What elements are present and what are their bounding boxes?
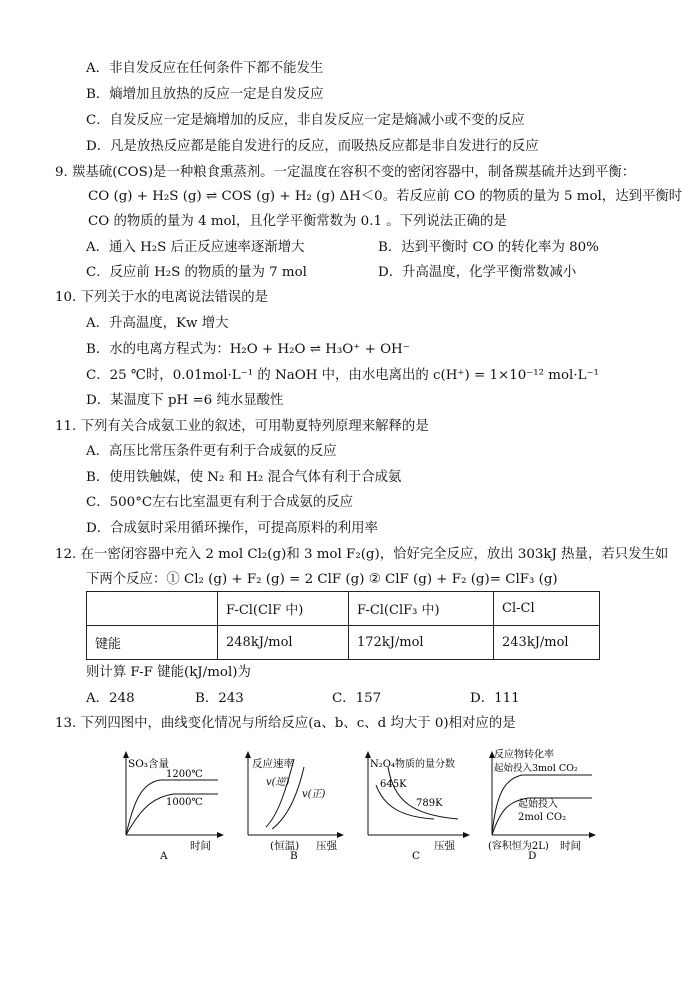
figure-a (112, 745, 232, 863)
figure-b-ylabel: 反应速率 (252, 758, 294, 770)
q12-ask: 则计算 F-F 键能(kJ/mol)为 (86, 665, 251, 680)
figure-b (236, 745, 356, 863)
figure-c-xlabel: 压强 (434, 840, 455, 852)
figure-d-note: (容积恒为2L) (488, 841, 549, 852)
q11-option-d: D．合成氨时采用循环操作，可提高原料的利用率 (86, 521, 378, 536)
figure-c-ylabel: N₂O₄物质的量分数 (370, 759, 455, 770)
figure-b-note: (恒温) (270, 840, 300, 852)
arrow-icon (123, 751, 129, 758)
figure-d (488, 745, 606, 863)
q10-option-a: A．升高温度，Kw 增大 (86, 316, 229, 331)
q9-stem-line2: CO (g) + H₂S (g) ⇌ COS (g) + H₂ (g) ΔH＜0。若反应前 CO 的物质的量为 5 mol，达到平衡时 (88, 189, 683, 204)
q10-option-d: D．某温度下 pH =6 纯水显酸性 (86, 393, 284, 408)
table-cell: 172kJ/mol (349, 626, 494, 660)
figure-d-curve1-label: 起始投入3mol CO₂ (494, 763, 578, 774)
table-cell: Cl-Cl (494, 592, 600, 626)
arrow-icon (217, 832, 224, 838)
q10-option-c: C．25 ℃时，0.01mol·L⁻¹ 的 NaOH 中，由水电离出的 c(H⁺) = 1×10⁻¹² mol·L⁻¹ (86, 368, 599, 383)
figure-a-ylabel: SO₃含量 (128, 758, 170, 770)
q11-option-a: A．高压比常压条件更有利于合成氨的反应 (86, 444, 337, 459)
q10-option-b: B．水的电离方程式为：H₂O + H₂O ⇌ H₃O⁺ + OH⁻ (86, 342, 410, 357)
bond-energy-table (86, 591, 600, 660)
figure-b-curve2-label: v(正) (302, 789, 326, 800)
q12-option-a: A．248 (86, 691, 135, 706)
q13-stem: 13. 下列四图中，曲线变化情况与所给反应(a、b、c、d 均大于 0)相对应的是 (55, 716, 516, 731)
table-cell: F-Cl(ClF 中) (218, 592, 349, 626)
figure-c-curve1-label: 645K (380, 779, 407, 790)
q12-option-d: D．111 (470, 691, 520, 706)
figure-a-curve2-label: 1000℃ (166, 797, 203, 808)
q11-option-b: B．使用铁触媒，使 N₂ 和 H₂ 混合气体有利于合成氨 (86, 470, 402, 485)
q9-option-a: A．通入 H₂S 后正反应速率逐渐增大 (86, 240, 305, 255)
table-cell: 248kJ/mol (218, 626, 349, 660)
table-cell: 243kJ/mol (494, 626, 600, 660)
q11-stem: 11. 下列有关合成氨工业的叙述，可用勒夏特列原理来解释的是 (55, 419, 429, 434)
figure-b-curve1-label: v(逆) (266, 777, 290, 788)
figure-d-ylabel: 反应物转化率 (494, 749, 554, 761)
arrow-icon (589, 832, 596, 838)
q9-option-b: B．达到平衡时 CO 的转化率为 80% (378, 240, 599, 255)
q11-option-c: C．500°C左右比室温更有利于合成氨的反应 (86, 495, 353, 510)
figure-c-curve2-label: 789K (416, 798, 443, 809)
figure-c (362, 745, 480, 863)
table-cell: F-Cl(ClF₃ 中) (349, 592, 494, 626)
figure-d-caption: D (528, 850, 537, 862)
arrow-icon (337, 832, 344, 838)
table-cell (87, 592, 218, 626)
q9-option-d: D．升高温度，化学平衡常数减小 (378, 265, 577, 280)
figure-b-caption: B (290, 850, 298, 862)
table-cell: 键能 (87, 626, 218, 660)
q8-option-b: B．熵增加且放热的反应一定是自发反应 (86, 87, 324, 102)
figure-c-caption: C (412, 850, 421, 862)
q9-stem-line3: CO 的物质的量为 4 mol，且化学平衡常数为 0.1 。下列说法正确的是 (88, 214, 507, 229)
q12-stem-line1: 12. 在一密闭容器中充入 2 mol Cl₂(g)和 3 mol F₂(g)，恰好完全反应，放出 303kJ 热量，若只发生如 (55, 547, 669, 562)
q12-option-b: B．243 (195, 691, 244, 706)
q9-option-c: C．反应前 H₂S 的物质的量为 7 mol (86, 265, 307, 280)
q8-option-d: D．凡是放热反应都是能自发进行的反应，而吸热反应都是非自发进行的反应 (86, 139, 539, 154)
table-row (87, 592, 600, 626)
q9-stem-line1: 9. 羰基硫(COS)是一种粮食熏蒸剂。一定温度在容积不变的密闭容器中，制备羰基硫并达到平衡： (55, 165, 636, 180)
table-row (87, 626, 600, 660)
q8-option-a: A．非自发反应在任何条件下都不能发生 (86, 61, 324, 76)
q12-option-c: C．157 (332, 691, 382, 706)
figure-d-curve2-label-line2: 2mol CO₂ (518, 812, 567, 823)
arrow-icon (245, 751, 251, 758)
arrow-icon (365, 751, 371, 758)
figure-d-xlabel: 时间 (560, 840, 581, 852)
q8-option-c: C．自发反应一定是熵增加的反应，非自发反应一定是熵减小或不变的反应 (86, 113, 525, 128)
arrow-icon (463, 832, 470, 838)
figure-a-xlabel: 时间 (190, 840, 211, 852)
figure-b-xlabel: 压强 (316, 840, 337, 852)
q12-stem-line2: 下两个反应：① Cl₂ (g) + F₂ (g) = 2 ClF (g) ② ClF (g) + F₂ (g)= ClF₃ (g) (86, 572, 558, 587)
figure-a-caption: A (160, 850, 168, 862)
figure-a-curve1-label: 1200℃ (166, 769, 203, 780)
figure-d-curve2-label-line1: 起始投入 (518, 799, 558, 810)
q10-stem: 10. 下列关于水的电离说法错误的是 (55, 290, 269, 305)
